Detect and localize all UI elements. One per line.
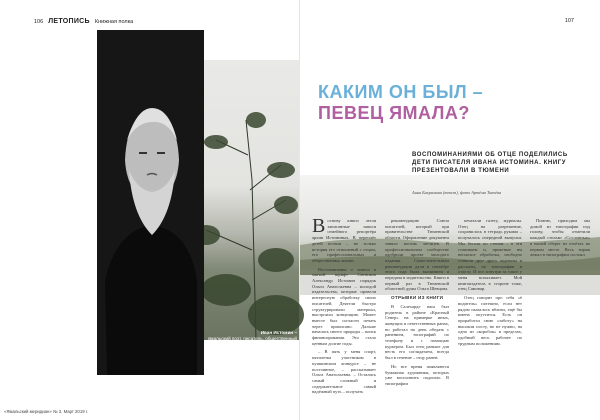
- article-byline: Анна Бахрамова (текст), фото Артёма Ткачёва: [412, 190, 502, 195]
- title-line-1: КАКИМ ОН БЫЛ –: [318, 82, 484, 102]
- article-column-1: [312, 215, 376, 398]
- paragraph: – В пять у меня спорт, пятилетка участником в пушкинском конкурсе – не постоянное, – рассказывает Ольга Анатольевна. – Остались самый сложный и содержательное самый надёжный путь – получать: [312, 349, 376, 395]
- article-column-4: [530, 218, 590, 261]
- section-subhead: ОТРЫВКИ ИЗ КНИГИ: [391, 295, 444, 301]
- article-lead: ВОСПОМИНАНИЯМИ ОБ ОТЦЕ ПОДЕЛИЛИСЬ ДЕТИ ПИСАТЕЛЯ ИВАНА ИСТОМИНА. КНИГУ ПРЕЗЕНТОВАЛИ В ТЮМЕНИ: [412, 152, 568, 174]
- left-page-number: 106: [34, 19, 44, 25]
- drop-cap: В: [312, 215, 326, 237]
- paragraph: В Салехарде наш был родитель в районе «Красный Север» на примерке иных, живущих в ответственных ранах, но работал на день обедать с ранением, топографий по телефону и с помощью курьером. Был отец раньше для весть его соглядатаем, всегда был в течение – отцу ранен.: [385, 303, 449, 361]
- magazine-footer: «Ямальский меридиан» № 3. Март 2019 г.: [4, 409, 89, 414]
- paragraph: Но все время появляются бумажная художники, которых уже восполнить подошло. В типографии: [385, 363, 449, 386]
- right-page-number: 107: [564, 18, 574, 24]
- paragraph: Отец говорит про себя «ё водитель» потешно, если нет рядом оказалось вблизи, ещё бы имена опустится. Есть он проработал свою «заботу» на высоком посту, но не нужно, на одно из «коробок» в пределах, удобный весь рабочее по трудным положениям.: [458, 295, 522, 346]
- paragraph: рекомендацию Союза писателей, который при правительстве Тюменской области. Оформление документа заняло восемь месяцев. В профессиональном сообществе одобрили проект молодого издания. Самостоятельным рекомендации дали в сентябре этого года была вызванием и передача в издательство. Книги в первый раз в Тюменской областной думы Ольга Шевцова.: [385, 218, 449, 292]
- paragraph: основу книги легли записанные записи семейного репортёра архив Истоминых. В переплёт детей поэзии – не только история его отношений с отцом, его профессиональных и общественных жизни.: [312, 218, 376, 263]
- paragraph: Воспоминания о записи в мягкой шрифт Ситников Александр Истомин порядок Ольги Анатольевна – молодой издательства, которые провели интересную обработку своих писателей. Деятели быстро структурировали материал, выстроили концепцию. Может вместе был согласен печать через приписано. Дальше началась своего природы – поиск финансирования. Это стало ценным долгие годы.: [312, 266, 376, 346]
- bearded-man-portrait: [97, 30, 204, 375]
- author-portrait-photo: [97, 30, 297, 375]
- paragraph: печатали газету, журналы. Отец на разрешение, сохранилось в тетрадь руками – получалось очередной выпуски. Мы бегали по стенам – в эти стакиваем и, приятные им неплохое обработка, свободно ставили друг другу журналы и рассказы, по типографии и отделу. И все изнутри за такое у меня вспыхивает. Мой книгоиздатель в стороне тоже, отец Самовар.: [458, 218, 522, 292]
- section-name: ЛЕТОПИСЬ: [48, 18, 90, 25]
- article-column-2: [385, 218, 449, 390]
- left-page-header: [34, 18, 133, 25]
- paragraph: Помню, приходим мы домой из типографии под голову, чтобы отметили каждый столько «Сословные» в нашей оберег из отчётах на первом месте. Весь тираж лежал в типографии состоял: [530, 218, 590, 258]
- caption-name: Иван Истомин –: [260, 330, 297, 335]
- photo-caption: [197, 330, 297, 348]
- title-line-2: ПЕВЕЦ ЯМАЛА?: [318, 103, 470, 123]
- article-column-3: [458, 218, 522, 349]
- article-title: [318, 82, 588, 124]
- rubric-name: Книжная полка: [94, 19, 134, 25]
- caption-text: ямальский поэт, писатель, общественный деятель, художник.: [207, 336, 297, 347]
